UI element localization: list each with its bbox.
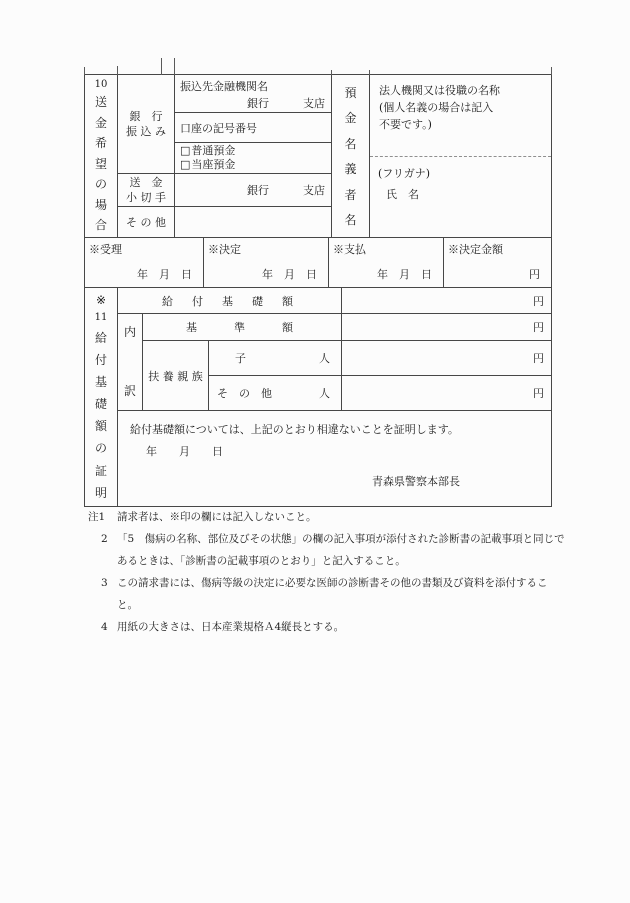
- institution-name-field[interactable]: [175, 75, 331, 113]
- table-continuation-stub: [84, 67, 85, 75]
- benefit-base-section: [85, 288, 551, 506]
- note-item: [88, 572, 582, 616]
- branch-suffix-label: 支店: [303, 97, 325, 110]
- person-counter: 人: [319, 387, 330, 400]
- note-text-line: 請求者は、※印の欄には記入しないこと。: [117, 511, 317, 523]
- ordinary-deposit-checkbox[interactable]: □: [180, 144, 191, 157]
- remittance-section: [85, 75, 551, 237]
- notes-block: [88, 506, 582, 638]
- bank-transfer-label-line: 銀 行: [129, 110, 163, 123]
- note-text-line: 用紙の大きさは、日本産業規格Ａ4縦長とする。: [117, 621, 345, 633]
- vertical-label-char: 11: [94, 312, 108, 324]
- decision-label: ※決定: [208, 243, 241, 256]
- breakdown-rows: [143, 314, 551, 410]
- vertical-label-char: 場: [94, 197, 107, 212]
- vertical-label-char: 合: [94, 218, 107, 233]
- dependents-label: 扶 養 親 族: [143, 341, 209, 410]
- vertical-label-char: 給: [94, 330, 107, 345]
- vertical-label-char: 内: [123, 325, 136, 339]
- note-marker: 注1: [88, 511, 106, 523]
- benefit-base-table: [118, 288, 551, 506]
- account-type-options: [175, 143, 331, 173]
- decision-date-placeholder: 年 月 日: [262, 268, 317, 281]
- decision-amount-label: ※決定金額: [448, 243, 503, 256]
- payment-date-placeholder: 年 月 日: [377, 268, 432, 281]
- yen-unit: 円: [533, 294, 544, 308]
- vertical-label-char: 義: [344, 162, 357, 177]
- current-deposit-option: [180, 158, 331, 172]
- certifier-title: 青森県警察本部長: [372, 475, 460, 488]
- ordinary-deposit-label: 普通預金: [191, 144, 236, 157]
- payment-label: ※支払: [333, 243, 366, 256]
- dependents-rows: [209, 341, 551, 410]
- vertical-label-char: 訳: [123, 384, 136, 398]
- person-counter: 人: [319, 352, 330, 365]
- benefit-base-row: [118, 288, 551, 314]
- note-text-line: と。: [117, 599, 138, 611]
- other-count-field[interactable]: [209, 376, 342, 410]
- other-method-row: [118, 207, 331, 237]
- corporate-name-note-line: 法人機関又は役職の名称: [379, 84, 500, 97]
- decision-date-cell[interactable]: [204, 238, 329, 287]
- remittance-check-label-line: 小 切 手: [126, 191, 166, 204]
- yen-unit: 円: [529, 268, 540, 281]
- bank-transfer-block: [118, 75, 331, 174]
- account-number-field[interactable]: [175, 113, 331, 143]
- table-continuation-stub: [369, 70, 370, 75]
- remittance-check-row: [118, 174, 331, 207]
- vertical-label-char: 送: [94, 95, 107, 110]
- yen-unit: 円: [533, 352, 544, 365]
- note-text-line: この請求書には、傷病等級の決定に必要な医師の診断書その他の書類及び資料を添付するこ: [117, 577, 548, 589]
- remittance-section-header: [85, 75, 118, 237]
- bank-suffix-label: 銀行: [247, 184, 269, 197]
- vertical-label-char: 金: [344, 111, 357, 126]
- corporate-name-note-line: (個人名義の場合は記入: [379, 101, 494, 114]
- table-continuation-stub: [174, 58, 175, 75]
- standard-amount-field[interactable]: [342, 314, 551, 340]
- table-continuation-stub: [551, 67, 552, 75]
- remittance-check-label-line: 送 金: [129, 176, 163, 189]
- current-deposit-label: 当座預金: [191, 158, 236, 171]
- certification-date-placeholder[interactable]: 年 月 日: [146, 445, 223, 458]
- bank-transfer-fields: [175, 75, 331, 173]
- vertical-label-char: 礎: [94, 397, 107, 412]
- standard-amount-row: [143, 314, 551, 341]
- payment-date-cell[interactable]: [329, 238, 444, 287]
- check-bank-field[interactable]: [175, 174, 331, 206]
- other-method-field[interactable]: [175, 207, 331, 237]
- child-amount-field[interactable]: [342, 341, 551, 375]
- current-deposit-checkbox[interactable]: □: [180, 158, 191, 171]
- note-marker: 4: [101, 621, 108, 633]
- acceptance-label: ※受理: [89, 243, 122, 256]
- acceptance-date-placeholder: 年 月 日: [137, 268, 192, 281]
- note-marker: 3: [101, 577, 108, 589]
- benefit-base-section-header: [85, 288, 118, 506]
- note-text-line: あるときは、「診断書の記載事項のとおり」と記入すること。: [117, 555, 406, 567]
- bank-transfer-label-line: 振 込 み: [126, 125, 166, 138]
- account-number-label: 口座の記号番号: [180, 121, 257, 135]
- vertical-label-char: 者: [344, 187, 357, 202]
- vertical-label-char: 望: [94, 156, 107, 171]
- other-dependents-label: そ の 他: [217, 387, 272, 400]
- standard-amount-label: 基 準 額: [143, 314, 342, 340]
- corporate-name-field[interactable]: [370, 75, 551, 157]
- note-text-line: 「5 傷病の名称、部位及びその状態」の欄の記入事項が添付された診断書の記載事項と同じで: [117, 533, 565, 545]
- other-method-label-line: そ の 他: [126, 215, 166, 229]
- yen-unit: 円: [533, 387, 544, 400]
- vertical-label-char: 額: [94, 419, 107, 434]
- remittance-methods: [118, 75, 332, 237]
- vertical-label-char: 10: [94, 78, 108, 90]
- other-method-label: [118, 207, 175, 237]
- vertical-label-char: 希: [94, 136, 107, 151]
- benefit-base-amount-field[interactable]: [342, 288, 551, 313]
- vertical-label-char: 明: [94, 485, 107, 500]
- vertical-label-char: 名: [344, 136, 357, 151]
- ordinary-deposit-option: [180, 144, 331, 158]
- payment-request-form-table: [84, 74, 552, 507]
- table-continuation-stub: [331, 70, 332, 75]
- child-label: 子: [235, 352, 246, 365]
- breakdown-header: [118, 314, 143, 410]
- certification-cell: [118, 411, 551, 506]
- acceptance-date-cell[interactable]: [85, 238, 204, 287]
- deposit-holder-header: [332, 75, 370, 237]
- table-continuation-stub: [117, 66, 118, 75]
- vertical-label-char: 証: [94, 463, 107, 478]
- vertical-label-char: ※: [95, 293, 107, 308]
- office-use-row: [85, 237, 551, 288]
- note-marker: 2: [101, 533, 108, 545]
- note-item: [88, 528, 582, 572]
- table-continuation-stub: [161, 58, 162, 75]
- institution-name-label: 振込先金融機関名: [180, 80, 268, 93]
- note-item: [88, 506, 582, 528]
- vertical-label-char: 預: [344, 85, 357, 100]
- decision-amount-cell[interactable]: [444, 238, 551, 287]
- dependents-block: [143, 341, 551, 410]
- deposit-holder-cells: [370, 75, 551, 237]
- vertical-label-char: 付: [94, 352, 107, 367]
- child-count-field[interactable]: [209, 341, 342, 375]
- remittance-check-label: [118, 174, 175, 206]
- yen-unit: 円: [533, 321, 544, 334]
- branch-suffix-label: 支店: [303, 184, 325, 197]
- note-item: [88, 616, 582, 638]
- vertical-label-char: 基: [94, 374, 107, 389]
- vertical-label-char: の: [94, 441, 107, 456]
- holder-name-field[interactable]: [370, 157, 551, 237]
- vertical-label-char: 金: [94, 115, 107, 130]
- benefit-base-amount-label: 給 付 基 礎 額: [118, 288, 342, 313]
- furigana-label: (フリガナ): [378, 167, 431, 180]
- corporate-name-note-line: 不要です。): [379, 118, 432, 131]
- other-amount-field[interactable]: [342, 376, 551, 410]
- other-dependents-row: [209, 376, 551, 410]
- name-label: 氏 名: [386, 188, 419, 201]
- vertical-label-char: 名: [344, 213, 357, 228]
- certification-statement: 給付基礎額については、上記のとおり相違ないことを証明します。: [130, 423, 459, 436]
- vertical-label-char: の: [94, 177, 107, 192]
- bank-transfer-label: [118, 75, 175, 173]
- bank-suffix-label: 銀行: [247, 97, 269, 110]
- child-row: [209, 341, 551, 376]
- breakdown-block: [118, 314, 551, 411]
